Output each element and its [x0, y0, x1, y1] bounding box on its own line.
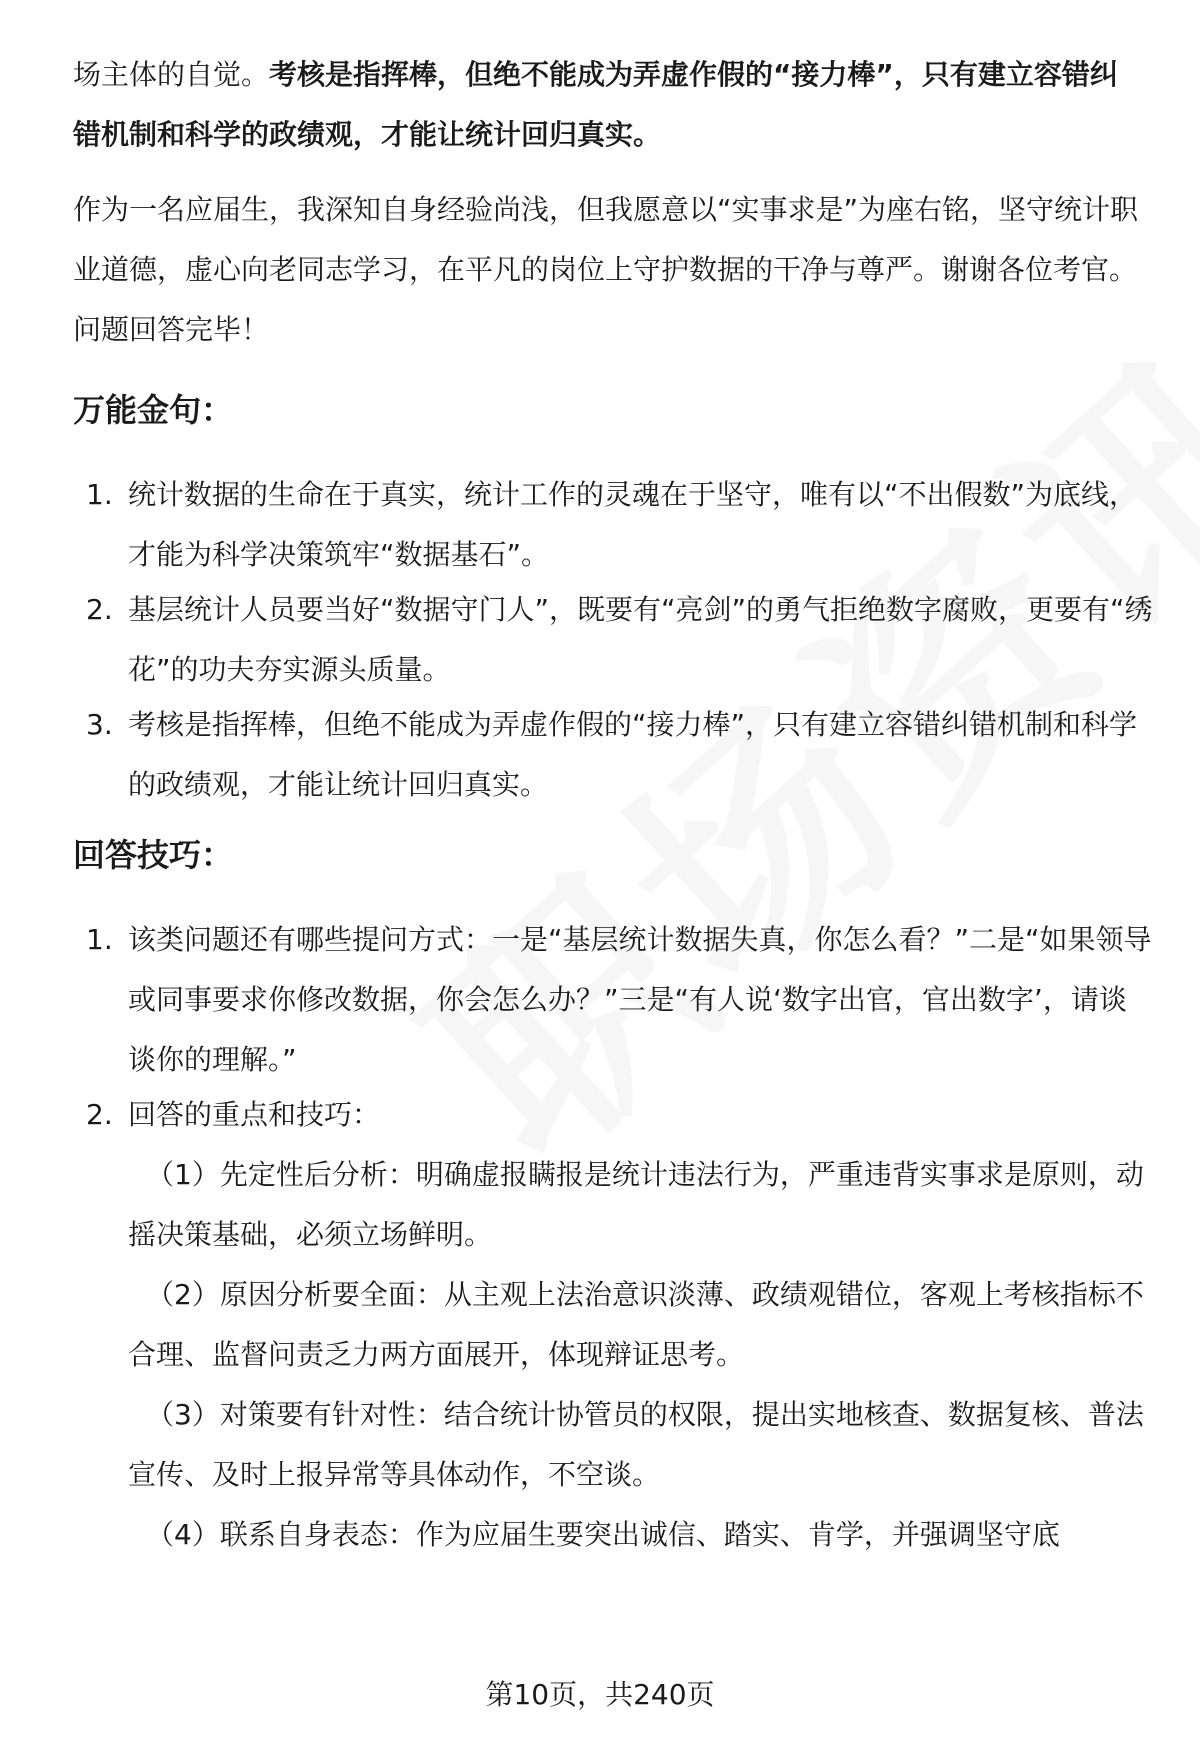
- list-number: 1.: [86, 923, 113, 956]
- intro-paragraph: [73, 45, 1143, 165]
- list-number: 3.: [86, 708, 113, 741]
- sub-item: （1）先定性后分析：明确虚报瞒报是统计违法行为，严重违背实事求是原则，动摇决策基础，必须立场鲜明。: [128, 1158, 1144, 1251]
- list-item: [73, 910, 1153, 1090]
- list-item: [73, 580, 1153, 700]
- sub-item: （3）对策要有针对性：结合统计协管员的权限，提出实地核查、数据复核、普法宣传、及时上报异常等具体动作，不空谈。: [128, 1398, 1144, 1491]
- intro-lead-text: 场主体的自觉。: [73, 58, 270, 91]
- intro-bold-text: 考核是指挥棒，但绝不能成为弄虚作假的“接力棒”，只有建立容错纠错机制和科学的政绩观，才能让统计回归真实。: [73, 58, 1118, 151]
- sub-item: （2）原因分析要全面：从主观上法治意识淡薄、政绩观错位，客观上考核指标不合理、监督问责乏力两方面展开，体现辩证思考。: [128, 1278, 1144, 1371]
- list-item: [73, 465, 1153, 585]
- list-item-text: 基层统计人员要当好“数据守门人”，既要有“亮剑”的勇气拒绝数字腐败，更要有“绣花”的功夫夯实源头质量。: [128, 593, 1153, 686]
- tips-list: [73, 910, 1153, 1565]
- list-item-text: 回答的重点和技巧：: [128, 1098, 381, 1131]
- page-footer: 第10页，共240页: [485, 1678, 715, 1711]
- list-item-text: 该类问题还有哪些提问方式：一是“基层统计数据失真，你怎么看？”二是“如果领导或同事要求你修改数据，你会怎么办？”三是“有人说‘数字出官，官出数字’，请谈谈你的理解。”: [128, 923, 1152, 1076]
- quotes-heading: 万能金句：: [73, 391, 234, 429]
- list-number: 1.: [86, 478, 113, 511]
- list-number: 2.: [86, 1098, 113, 1131]
- closing-paragraph: 作为一名应届生，我深知自身经验尚浅，但我愿意以“实事求是”为座右铭，坚守统计职业道德，虚心向老同志学习，在平凡的岗位上守护数据的干净与尊严。谢谢各位考官。问题回答完毕！: [73, 193, 1139, 346]
- list-item-text: 考核是指挥棒，但绝不能成为弄虚作假的“接力棒”，只有建立容错纠错机制和科学的政绩观，才能让统计回归真实。: [128, 708, 1138, 801]
- sub-item: （4）联系自身表态：作为应届生要突出诚信、踏实、肯学，并强调坚守底: [146, 1518, 1060, 1551]
- quotes-list: [73, 465, 1153, 815]
- list-item: [73, 1085, 1153, 1565]
- list-item: [73, 695, 1153, 815]
- list-item-text: 统计数据的生命在于真实，统计工作的灵魂在于坚守，唯有以“不出假数”为底线，才能为科学决策筑牢“数据基石”。: [128, 478, 1138, 571]
- tips-heading: 回答技巧：: [73, 836, 234, 874]
- list-number: 2.: [86, 593, 113, 626]
